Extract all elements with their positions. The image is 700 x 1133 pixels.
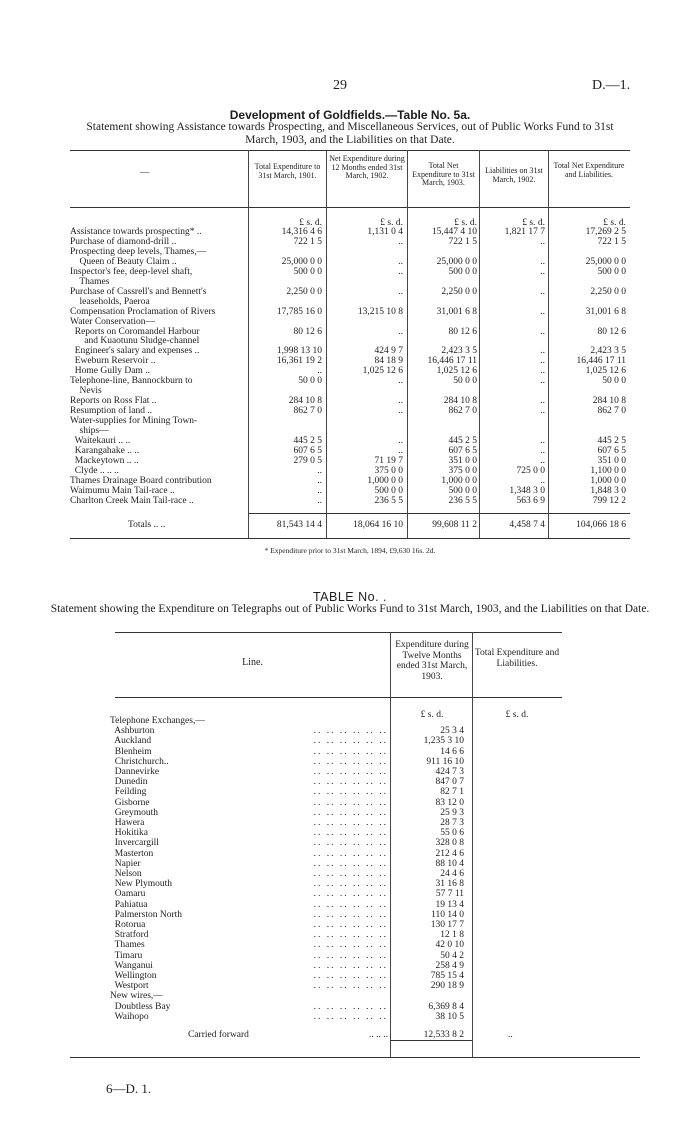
table1-cell: 375 0 0 [448,465,477,476]
table1-cell: .. [540,346,545,357]
carried-forward-label: Carried forward [188,1030,249,1040]
table1-units-cell: £ s. d. [454,218,477,228]
table1-cell: .. [398,445,403,456]
table1-cell: 2,423 3 5 [441,346,477,357]
table1-cell: 31,001 6 8 [436,306,477,317]
table1-cell: .. [398,396,403,407]
table2-row-label: Blenheim [110,746,152,757]
table1-cell: 500 0 0 [374,485,403,496]
table1-row-label: Clyde .. .. .. [70,465,119,476]
table2-row-label: Masterton [110,848,154,859]
table1-cell: 50 0 0 [298,376,322,387]
table2-top-rule [115,632,562,633]
table1-totals-cell: 18,064 16 10 [353,520,403,530]
table1-cell: 50 0 0 [602,376,626,387]
table1-row-label: Karangahake .. .. [70,445,140,456]
table2-leader-dots: .. .. .. .. .. .. [313,940,388,951]
table1-cell: 445 2 5 [597,435,626,446]
table2-row-label: Christchurch.. [110,756,169,767]
table2-row-label: Westport [110,981,149,992]
table2-value: 88 10 4 [435,858,464,869]
table1-cell: .. [317,495,322,506]
table1-top-rule [70,150,630,151]
table2-value: 1,235 3 10 [423,736,464,747]
table1-cell: .. [540,376,545,387]
table2-row-label: Thames [110,940,145,951]
table1-cell: .. [398,266,403,277]
table1-row-label: Waimumu Main Tail-race .. [70,485,175,496]
table1-cell: 375 0 0 [374,465,403,476]
table2-leader-dots: .. .. .. .. .. .. [313,756,388,767]
table1-cell: .. [398,326,403,337]
table1-cell: .. [398,406,403,417]
table1-cell: 500 0 0 [597,266,626,277]
table1-cell: 50 0 0 [453,376,477,387]
table1-row-label: Purchase of diamond-drill .. [70,236,177,247]
table1-cell: .. [540,396,545,407]
table1-cell: 16,361 19 2 [276,356,322,367]
table1-cell: .. [317,485,322,496]
table1-units-cell: £ s. d. [299,218,322,228]
table1-cell: 722 1 5 [597,236,626,247]
table1-cell: .. [398,376,403,387]
table2-row-label: Invercargill [110,838,159,849]
table1-cell: 1,848 3 0 [590,485,626,496]
table2-value: 14 6 6 [440,746,464,757]
table2-value: 328 0 8 [435,838,464,849]
table1-totals-cell: 99,608 11 2 [432,520,477,530]
table2-header-line: Line. [242,657,263,668]
table1-cell: 1,025 12 6 [585,366,626,377]
table1-row-label: Thames [70,276,110,287]
table2-leader-dots: .. .. .. .. .. .. [313,777,388,788]
table2-row-label: Palmerston North [110,909,183,920]
table2-units-expenditure: £ s. d. [420,710,444,720]
table2-value: 19 13 4 [435,899,464,910]
bottom-reference: 6—D. 1. [106,1081,152,1096]
table1-cell: 15,447 4 10 [431,227,477,237]
table1-cell: .. [540,256,545,267]
table1-cell: 725 0 0 [516,465,545,476]
table2-value: 83 12 0 [435,797,464,808]
table1-cell: 722 1 5 [293,236,322,247]
carried-forward-dots: .. .. .. [369,1030,388,1040]
table1-cell: .. [540,455,545,466]
table1-cell: 351 0 0 [597,455,626,466]
table2-value: 57 7 11 [435,889,464,900]
table2-leader-dots: .. .. .. .. .. .. [313,889,388,900]
table2-value: 82 7 1 [440,787,464,798]
table1-cell: 25,000 0 0 [585,256,626,267]
table2-leader-dots: .. .. .. .. .. .. [313,858,388,869]
table2-leader-dots: .. .. .. .. .. .. [313,736,388,747]
table2-row-label: Greymouth [110,807,159,818]
table2-row-label: Timaru [110,950,143,961]
table1-cell: .. [317,475,322,486]
table2-title: TABLE No. . [312,590,388,604]
table1-header-net-1902: Net Expenditure during 12 Months ended 31st March, 1902. [329,154,405,181]
table1-cell: 351 0 0 [448,455,477,466]
table1-cell: .. [540,475,545,486]
table1-totals-cell: 4,458 7 4 [509,520,545,530]
table2-leader-dots: .. .. .. .. .. .. [313,971,388,981]
table2-leader-dots: .. .. .. .. .. .. [313,981,388,992]
table2-value: 847 0 7 [435,777,464,788]
table1-cell: 500 0 0 [448,266,477,277]
table1-totals-cell: 81,543 14 4 [276,520,322,530]
table2-value: 38 10 5 [435,1011,464,1022]
table1-row-label: leaseholds, Paeroa [70,296,150,307]
table1-row-label: Queen of Beauty Claim .. [70,256,177,267]
table1-cell: .. [398,256,403,267]
table1-header-total-net: Total Net Expenditure and Liabilities. [553,161,625,179]
table1-row-label: Assistance towards prospecting* .. [70,227,202,237]
table2-row-label: Doubtless Bay [110,1001,171,1012]
table2-value: 55 0 6 [440,828,464,839]
table1-cell: 722 1 5 [448,236,477,247]
table2-col-divider [472,632,473,1057]
table1-header-rule [70,207,630,208]
page-number: 29 [333,78,347,93]
table1-cell: 500 0 0 [293,266,322,277]
table2-value: 258 4 9 [435,960,464,971]
table1-cell: .. [398,435,403,446]
table2-row-label: Rotorua [110,920,146,930]
table1-cell: 1,100 0 0 [590,465,626,476]
table1-header-total-1903: Total Net Expenditure to 31st March, 1903. [412,161,475,188]
table2-row-label: New Plymouth [110,879,173,890]
table1-cell: 1,348 3 0 [509,485,545,496]
table1-cell: 799 12 2 [592,495,626,506]
table1-cell: .. [540,356,545,367]
table1-cell: 17,269 2 5 [585,227,626,237]
table1-cell: 2,250 0 0 [286,286,322,297]
table1-cell: .. [540,445,545,456]
carried-forward-value: 12,533 8 2 [423,1030,464,1040]
table2-row-label: Dannevirke [110,767,160,777]
table1-cell: 25,000 0 0 [436,256,477,267]
table1-cell: .. [540,406,545,417]
table1-cell: 862 7 0 [293,406,322,417]
table2-header-total: Total Expenditure and Liabilities. [474,648,560,669]
table1-cell: .. [540,366,545,377]
table1-row-label: Compensation Proclamation of Rivers [70,306,216,317]
table1-cell: .. [540,306,545,317]
table1-cell: 1,000 0 0 [441,475,477,486]
table1-cell: .. [540,326,545,337]
table1-cell: 500 0 0 [448,485,477,496]
table2-row-label: Pahiatua [110,899,148,910]
table1-cell: 424 9 7 [374,346,403,357]
table2-value: 785 15 4 [430,971,464,981]
table1-units-cell: £ s. d. [380,218,403,228]
table1-cell: 445 2 5 [448,435,477,446]
table1-cell: 84 18 9 [374,356,403,367]
table1-cell: 862 7 0 [448,406,477,417]
table2-value: 6,369 8 4 [428,1001,464,1012]
table2-row-label: Ashburton [110,726,155,737]
table2-units-total: £ s. d. [505,710,529,720]
table2-leader-dots: .. .. .. .. .. .. [313,1001,388,1012]
table2-leader-dots: .. .. .. .. .. .. [313,879,388,890]
table1-cell: .. [317,465,322,476]
table1-row-label: Eweburn Reservoir .. [70,356,156,367]
table2-header-expenditure: Expenditure during Twelve Months ended 31st March, 1903. [395,640,469,682]
table2-value: 24 4 6 [440,869,464,879]
table1-col-divider [479,150,480,538]
table1-cell: 862 7 0 [597,406,626,417]
table1-col-divider [248,150,249,538]
table1-footnote: * Expenditure prior to 31st March, 1894, £9,630 16s. 2d. [264,546,436,555]
table1-row-label: Home Gully Dam .. [70,366,150,377]
table1-cell: .. [540,286,545,297]
table1-cell: 13,215 10 8 [357,306,403,317]
table1-cell: 236 5 5 [448,495,477,506]
table2-value: 130 17 7 [430,920,464,930]
table2-leader-dots: .. .. .. .. .. .. [313,838,388,849]
table2-leader-dots: .. .. .. .. .. .. [313,950,388,961]
table2-value: 25 3 4 [440,726,464,737]
table1-cell: .. [540,236,545,247]
table1-row-label: Inspector's fee, deep-level shaft, [70,266,193,277]
table1-row-label: Resumption of land .. [70,406,153,417]
table1-totals-rule [248,513,630,514]
table1-row-label: Engineer's salary and expenses .. [70,346,200,357]
table2-value: 25 9 3 [440,807,464,818]
table1-cell: 284 10 8 [443,396,477,407]
table2-value: 110 14 0 [431,909,464,920]
table1-cell: 2,423 3 5 [590,346,626,357]
table2-leader-dots: .. .. .. .. .. .. [313,920,388,930]
table1-row-label: Charlton Creek Main Tail-race .. [70,495,194,506]
table1-row-label: Water Conservation— [70,316,155,327]
table1-row-label: ships— [70,426,109,436]
table1-totals-cell: 104,066 18 6 [576,520,626,530]
table2-col-divider [390,632,391,1057]
table1-cell: 1,000 0 0 [367,475,403,486]
table2-value: 28 7 3 [440,818,464,828]
table1-col-divider [407,150,408,538]
table2-leader-dots: .. .. .. .. .. .. [313,818,388,828]
table1-cell: 16,446 17 11 [576,356,626,367]
table2-row-label: Wellington [110,971,157,981]
table2-row-label: Telephone Exchanges,— [110,716,205,726]
table1-cell: .. [540,266,545,277]
table1-cell: .. [398,286,403,297]
table1-label-header: — [140,168,150,178]
table1-cell: 80 12 6 [597,326,626,337]
table1-cell: 1,998 13 10 [276,346,322,357]
table1-cell: 236 5 5 [374,495,403,506]
table1-row-label: Thames Drainage Board contribution [70,475,212,486]
table1-header-total-1901: Total Expenditure to 31st March, 1901. [254,162,321,180]
table1-row-label: and Kuaotunu Sludge-channel [70,336,200,347]
table2-value: 50 4 2 [440,950,464,961]
table1-row-label: Nevis [70,386,102,397]
table1-cell: 16,446 17 11 [427,356,477,367]
table1-cell: .. [540,435,545,446]
table2-leader-dots: .. .. .. .. .. .. [313,930,388,941]
table1-cell: 445 2 5 [293,435,322,446]
table2-value: 911 16 10 [426,756,464,767]
table2-header-rule [115,697,562,698]
table2-leader-dots: .. .. .. .. .. .. [313,899,388,910]
table2-leader-dots: .. .. .. .. .. .. [313,726,388,737]
table1-header-liabilities: Liabilities on 31st March, 1902. [485,166,543,184]
table2-leader-dots: .. .. .. .. .. .. [313,797,388,808]
table2-subtitle: Statement showing the Expenditure on Telegraphs out of Public Works Fund to 31st March, 1903, and the Liabilities on that Date. [50,603,650,615]
table2-row-label: Gisborne [110,797,150,808]
carried-forward-total: .. [508,1030,513,1040]
table1-cell: 284 10 8 [592,396,626,407]
table2-leader-dots: .. .. .. .. .. .. [313,848,388,859]
table2-leader-dots: .. .. .. .. .. .. [313,960,388,971]
table2-row-label: Oamaru [110,889,146,900]
table1-bottom-rule [70,538,630,539]
table2-leader-dots: .. .. .. .. .. .. [313,746,388,757]
table2-value: 424 7 3 [435,767,464,777]
table1-cell: 25,000 0 0 [281,256,322,267]
table2-row-label: Dunedin [110,777,148,788]
table1-row-label: Prospecting deep levels, Thames,— [70,246,207,257]
table1-units-cell: £ s. d. [522,218,545,228]
table2-row-label: Stratford [110,930,149,941]
table1-row-label: Reports on Ross Flat .. [70,396,157,407]
table1-cell: 1,025 12 6 [362,366,403,377]
table1-row-label: Mackeytown .. .. [70,455,139,466]
table1-cell: 31,001 6 8 [585,306,626,317]
table2-value: 212 4 6 [435,848,464,859]
table1-cell: 1,000 0 0 [590,475,626,486]
document-reference: D.—1. [592,78,631,93]
table2-leader-dots: .. .. .. .. .. .. [313,909,388,920]
table1-cell: 80 12 6 [448,326,477,337]
table1-cell: 2,250 0 0 [441,286,477,297]
table2-bottom-rule [70,1057,640,1058]
table2-leader-dots: .. .. .. .. .. .. [313,787,388,798]
table2-row-label: Feilding [110,787,147,798]
table1-row-label: Water-supplies for Mining Town- [70,416,198,427]
table1-cell: .. [317,366,322,377]
table2-row-label: Auckland [110,736,152,747]
table2-row-label: Hawera [110,818,145,828]
table2-value: 31 16 8 [435,879,464,890]
table2-value: 290 18 9 [430,981,464,992]
table2-row-label: New wires,— [110,991,163,1002]
table1-units-cell: £ s. d. [603,218,626,228]
table2-leader-dots: .. .. .. .. .. .. [313,767,388,777]
table2-leader-dots: .. .. .. .. .. .. [313,1011,388,1022]
table1-cell: 14,316 4 6 [281,227,322,237]
table1-cell: 284 10 8 [288,396,322,407]
table1-row-label: Waitekauri .. .. [70,435,131,446]
table1-cell: 607 6 5 [448,445,477,456]
table1-cell: 279 0 5 [293,455,322,466]
table2-leader-dots: .. .. .. .. .. .. [313,807,388,818]
table1-title: Development of Goldfields.—Table No. 5a. [229,108,471,122]
table1-row-label: Reports on Coromandel Harbour [70,326,200,337]
table2-row-label: Hokitika [110,828,148,839]
table1-cell: 607 6 5 [597,445,626,456]
table1-col-divider [548,150,549,538]
table1-cell: .. [398,236,403,247]
table2-row-label: Wanganui [110,960,153,971]
table1-totals-label: Totals .. .. [128,520,166,530]
table1-cell: 17,785 16 0 [276,306,322,317]
table2-row-label: Nelson [110,869,142,879]
table2-row-label: Waihopo [110,1011,149,1022]
table2-value: 42 0 10 [435,940,464,951]
table1-cell: 1,025 12 6 [436,366,477,377]
table1-cell: 563 6 9 [516,495,545,506]
table1-cell: 71 19 7 [374,455,403,466]
table1-cell: 80 12 6 [293,326,322,337]
table1-row-label: Purchase of Cassrell's and Bennett's [70,286,207,297]
table2-value: 12 1 8 [440,930,464,941]
table2-leader-dots: .. .. .. .. .. .. [313,828,388,839]
table1-cell: 2,250 0 0 [590,286,626,297]
table1-subtitle: Statement showing Assistance towards Prospecting, and Miscellaneous Services, out of Public Works Fund to 31st March, 1903, and the Liabilities on that Date. [86,121,614,146]
table1-row-label: Telephone-line, Bannockburn to [70,376,193,387]
table1-col-divider [326,150,327,538]
table2-row-label: Napier [110,858,141,869]
table1-cell: 1,821 17 7 [504,227,545,237]
table1-cell: 607 6 5 [293,445,322,456]
table2-leader-dots: .. .. .. .. .. .. [313,869,388,879]
table1-cell: 1,131 0 4 [367,227,403,237]
